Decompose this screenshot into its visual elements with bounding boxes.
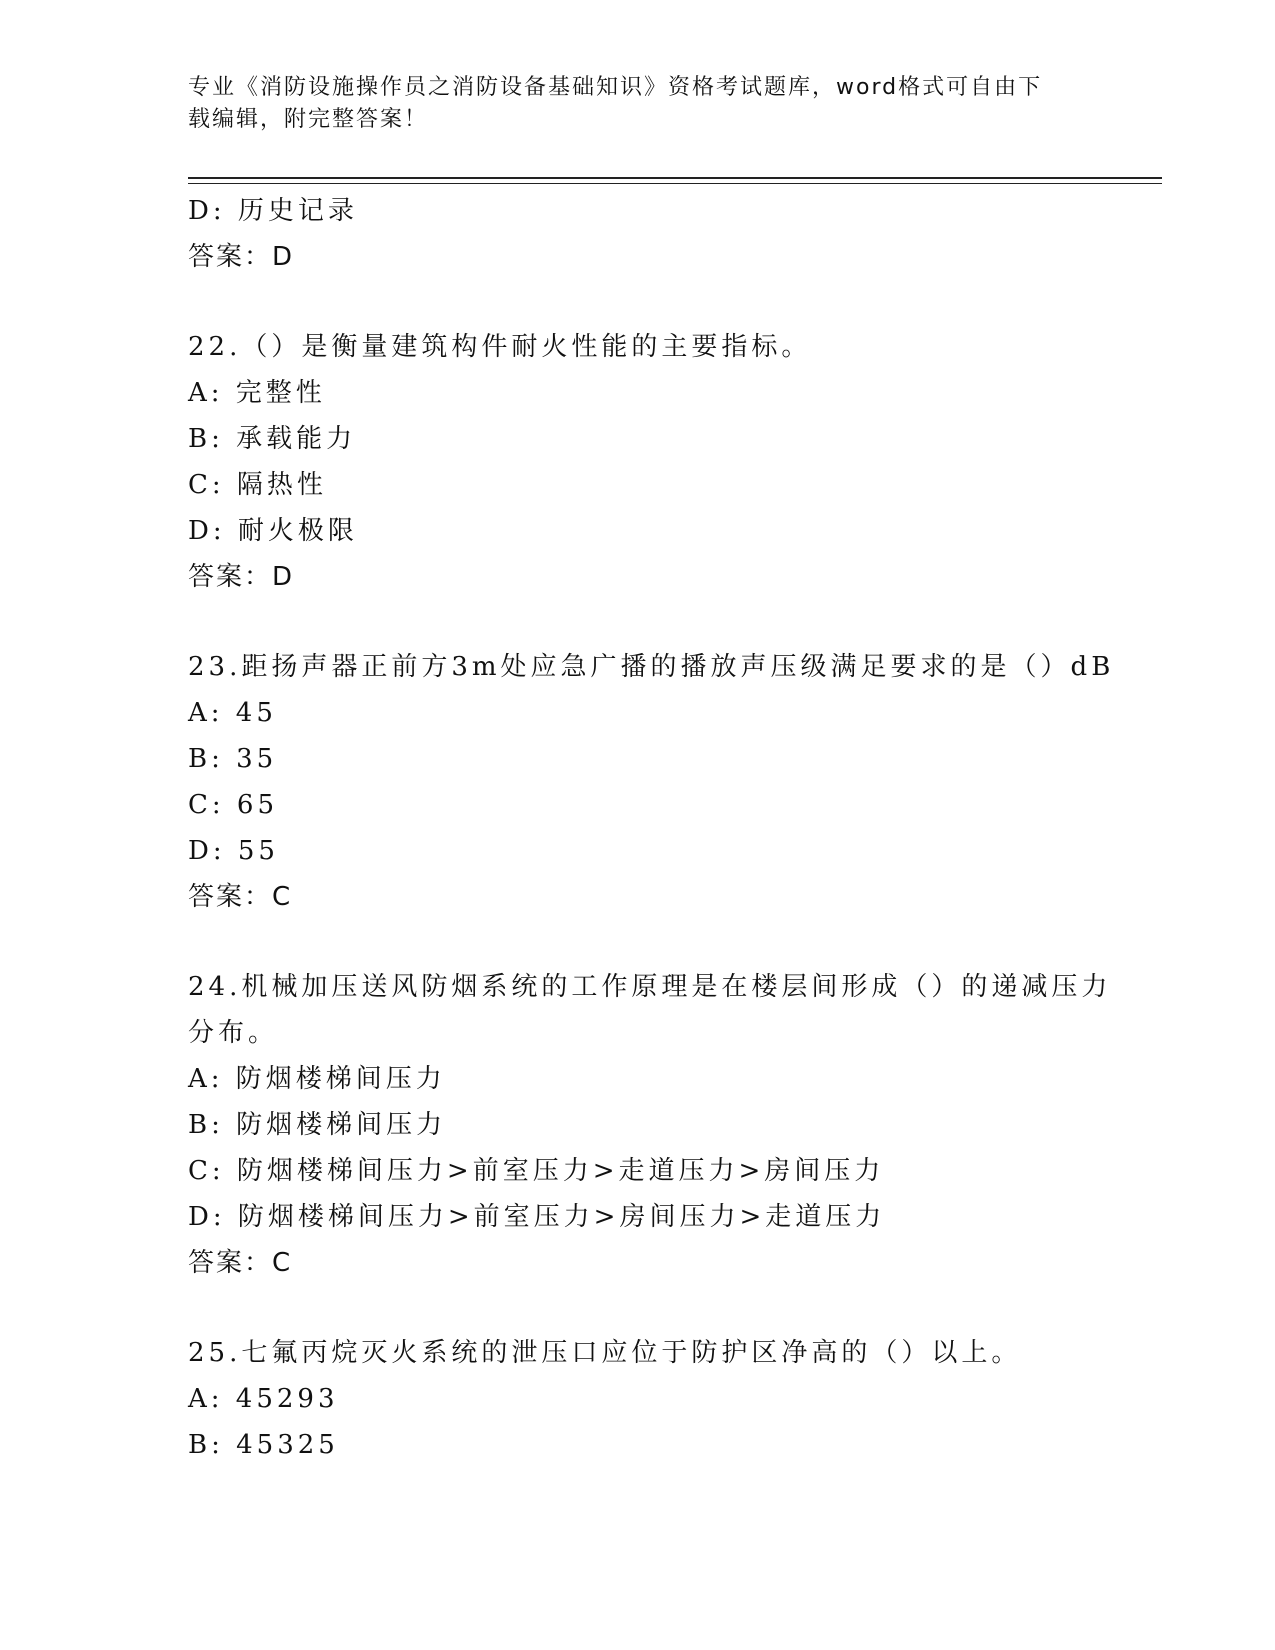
question-gap [188,280,1088,324]
question-24-answer: 答案：C [188,1248,293,1278]
question-23-answer: 答案：C [188,882,293,912]
question-22-option-d: D: 耐火极限 [188,516,358,546]
continued-option-d: D: 历史记录 [188,196,358,226]
question-23-stem: 23.距扬声器正前方3m处应急广播的播放声压级满足要求的是（）dB [188,652,1115,682]
question-22-stem: 22.（）是衡量建筑构件耐火性能的主要指标。 [188,332,812,362]
question-24-stem-line-2: 分布。 [188,1018,279,1048]
document-header [188,72,1088,136]
question-22 [188,324,1088,600]
header-divider-thick [188,177,1162,179]
question-24-option-a: A: 防烟楼梯间压力 [188,1064,446,1094]
question-23-option-d: D: 55 [188,836,279,866]
question-24-stem-line-1: 24.机械加压送风防烟系统的工作原理是在楼层间形成（）的递减压力 [188,972,1112,1002]
question-gap [188,600,1088,644]
question-22-option-a: A: 完整性 [188,378,326,408]
question-25-stem: 25.七氟丙烷灭火系统的泄压口应位于防护区净高的（）以上。 [188,1338,1022,1368]
header-line-1: 专业《消防设施操作员之消防设备基础知识》资格考试题库，word格式可自由下 [188,75,1043,100]
question-23-option-c: C: 65 [188,790,279,820]
question-25-option-b: B: 45325 [188,1430,339,1460]
question-24-option-b: B: 防烟楼梯间压力 [188,1110,447,1140]
question-24-option-d: D: 防烟楼梯间压力>前室压力>房间压力>走道压力 [188,1202,886,1232]
question-23-option-b: B: 35 [188,744,278,774]
question-25 [188,1330,1088,1468]
question-22-option-b: B: 承载能力 [188,424,357,454]
question-list [188,188,1115,1468]
question-gap [188,920,1088,964]
question-gap [188,1286,1088,1330]
question-23-option-a: A: 45 [188,698,277,728]
question-23 [188,644,1115,920]
question-22-option-c: C: 隔热性 [188,470,327,500]
question-22-answer: 答案：D [188,562,295,592]
continued-answer: 答案：D [188,242,295,272]
header-line-2: 载编辑，附完整答案！ [188,107,429,132]
question-24-option-c: C: 防烟楼梯间压力>前室压力>走道压力>房间压力 [188,1156,885,1186]
header-divider-thin [188,183,1162,184]
question-24 [188,964,1112,1286]
question-25-option-a: A: 45293 [188,1384,339,1414]
